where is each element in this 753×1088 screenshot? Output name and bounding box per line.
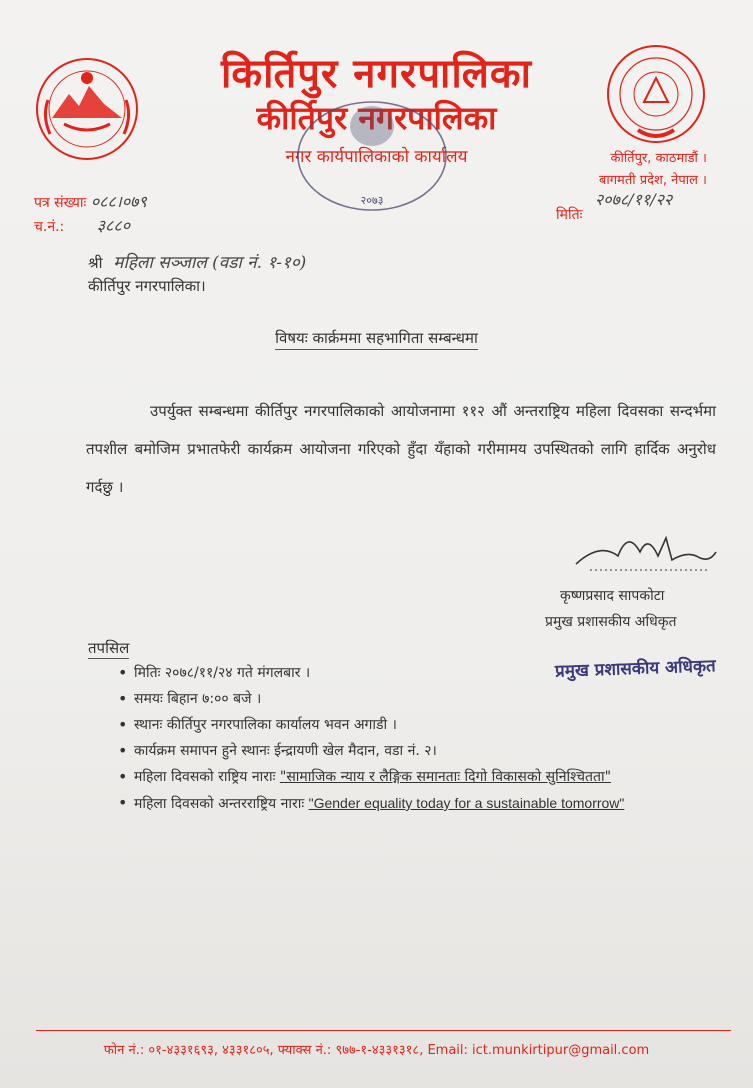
subject-text: विषयः कार्क्रममा सहभागिता सम्बन्धमा (275, 329, 478, 350)
list-item: • मितिः २०७८/११/२४ गते मंगलबार । (118, 660, 624, 686)
office-address (599, 148, 707, 192)
date-row (556, 190, 673, 224)
dispatch-number-value: ३८८० (96, 216, 131, 235)
date-label: मितिः (556, 207, 583, 223)
letter-number-label: पत्र संख्याः (34, 195, 87, 211)
recipient-prefix: श्री (88, 254, 103, 272)
list-item: • महिला दिवसको अन्तरराष्ट्रिय नाराः "Gender equality today for a sustainable tomorrow" (118, 790, 624, 816)
footer-contact: फोन नं.: ०१-४३३१६९३, ४३३१८०५, फ्याक्स नं.: ९७७-१-४३३१३१८, Email: ict.munkirtipur@gmail.com (103, 1043, 650, 1058)
municipality-title: किर्तिपुर नगरपालिका (221, 51, 532, 97)
footer-divider (36, 1030, 731, 1031)
letter-number-row (34, 190, 147, 212)
list-item: • स्थानः कीर्तिपुर नगरपालिका कार्यालय भवन अगाडी । (118, 712, 624, 738)
address-line-2: बागमती प्रदेश, नेपाल । (598, 173, 707, 188)
letter-body: उपर्युक्त सम्बन्धमा कीर्तिपुर नगरपालिकाको आयोजनामा ११२ औं अन्तराष्ट्रिय महिला दिवसका सन्दर्भमा तपशील बमोजिम प्रभातफेरी कार्यक्रम आयोजना गरिएको हुँदा यँहाको गरीमामय उपस्थितको लागि हार्दिक अनुरोध गर्दछु । (86, 402, 716, 496)
details-heading: तपसिल (88, 639, 130, 657)
dispatch-number-label: च.नं.: (34, 219, 65, 235)
office-seal-icon (292, 96, 452, 214)
address-line-1: कीर्तिपुर, काठमाडौं । (610, 151, 707, 166)
recipient-line (88, 250, 306, 273)
recipient-org: कीर्तिपुर नगरपालिका। (88, 277, 206, 295)
list-item: • समयः बिहान ७:०० बजे । (118, 686, 624, 712)
municipality-title-secondary: कीर्तिपुर नगरपालिका (256, 99, 497, 137)
letter-number-value: ०८८।०७९ (90, 192, 147, 211)
list-item: • कार्यक्रम समापन हुने स्थानः ईन्द्रायणी खेल मैदान, वडा नं. २। (118, 738, 624, 764)
date-value: २०७८/११/२२ (594, 190, 673, 209)
details-list (118, 660, 624, 816)
list-item: • महिला दिवसको राष्ट्रिय नाराः "सामाजिक न्याय र लैङ्गिक समानताः दिगो विकासको सुनिश्चितता" (118, 764, 624, 790)
office-name: नगर कार्यपालिकाको कार्यालय (285, 147, 468, 167)
signatory-designation: प्रमुख प्रशासकीय अधिकृत (545, 614, 677, 630)
designation-stamp: प्रमुख प्रशासकीय अधिकृत (554, 656, 716, 682)
handwritten-signature-icon (570, 522, 720, 578)
signatory-name: कृष्णप्रसाद सापकोटा (560, 588, 665, 604)
subject-line (0, 328, 753, 348)
seal-year: २०७३ (360, 194, 384, 207)
recipient-name: महिला सञ्जाल (वडा नं. १-१०) (113, 253, 307, 273)
dispatch-number-row (34, 214, 130, 236)
